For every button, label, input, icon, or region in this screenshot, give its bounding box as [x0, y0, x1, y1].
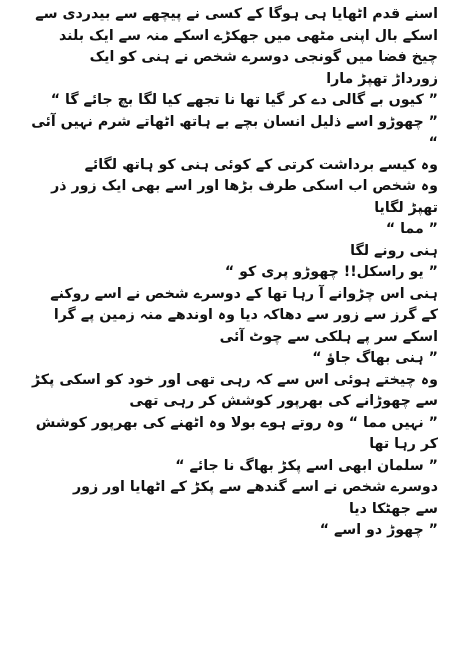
text-line: کے گرز سے زور سے دھاکہ دیا وہ اوندھے منہ زمین پے گرا — [53, 307, 438, 323]
text-line: ” ہنی بھاگ جاؤ “ — [312, 350, 438, 366]
text-line: وہ چیختے ہوئی اس سے کہ رہی تھی اور خود کو اسکی پکڑ — [31, 371, 438, 388]
text-line: اسکے بال اپنی مٹھی میں جھکڑے اسکے منہ سے ایک بلند — [58, 27, 438, 44]
text-line: تھپڑ لگایا — [374, 199, 438, 216]
text-line: ہنی رونے لگا — [350, 242, 438, 259]
text-line: ” نہیں مما “ وہ روتے ہوے بولا وہ اٹھنے کی بھرپور کوشش — [35, 414, 438, 431]
text-line: چیخ فضا میں گونجی دوسرے شخص نے ہنی کو ایک — [89, 49, 438, 65]
text-line: ہنی اس چڑوانے آ رہا تھا کے دوسرے شخص نے اسے روکنے — [50, 285, 438, 302]
text-line: ” کیوں بے گالی دے کر گیا تھا نا تجھے کیا لگا بچ جائے گا “ — [50, 92, 438, 108]
text-line: وہ کیسے برداشت کرتی کے کوئی ہنی کو ہاتھ لگائے — [84, 156, 438, 173]
text-line: دوسرے شخص نے اسے گندھے سے پکڑ کے اٹھایا اور زور — [72, 479, 438, 495]
text-line: “ — [428, 135, 438, 151]
text-line: سے جھٹکا دیا — [348, 500, 438, 517]
text-line: ” یو راسکل!! چھوڑو پری کو “ — [224, 264, 438, 280]
text-line: اسنے قدم اٹھایا ہی ہوگا کے کسی نے پیچھے سے بیدردی سے — [35, 6, 438, 22]
text-line: ” چھوڑ دو اسے “ — [319, 522, 438, 538]
text-line: وہ شخص اب اسکی طرف بڑھا اور اسے بھی ایک زور ذر — [51, 178, 438, 194]
text-line: اسکے سر پے ہلکی سے چوٹ آئی — [219, 328, 438, 345]
text-line: ” چھوڑو اسے ذلیل انسان بچے بے ہاتھ اٹھاتے شرم نہیں آئی — [31, 113, 438, 130]
text-line: کر رہا تھا — [369, 436, 438, 452]
text-line: سے چھوڑانے کی بھرپور کوشش کر رہی تھی — [129, 393, 438, 409]
text-line: ” مما “ — [385, 221, 438, 237]
text-line: ” سلمان ابھی اسے پکڑ بھاگ نا جائے “ — [175, 457, 438, 474]
text-line: زورداڑ تھپڑ مارا — [326, 70, 438, 87]
